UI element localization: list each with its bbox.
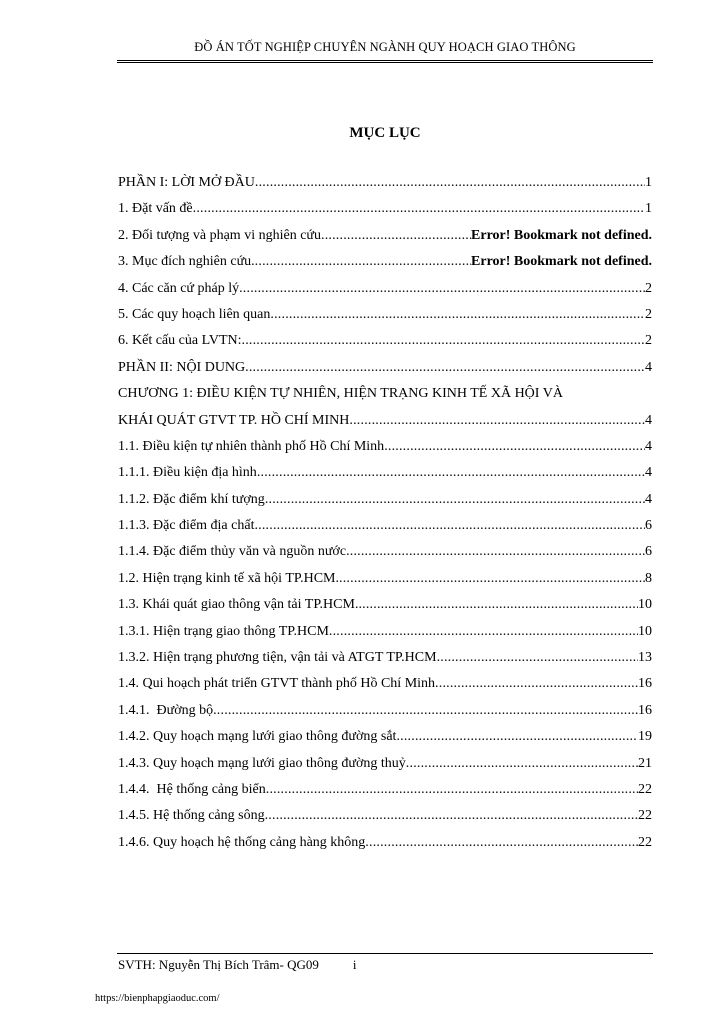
toc-entry[interactable] <box>118 170 652 196</box>
toc-entry-page: 6 <box>645 518 652 534</box>
toc-entry-text: 6. Kết cấu của LVTN: <box>118 333 242 349</box>
toc-entry-text: 1.4.3. Quy hoạch mạng lưới giao thông đường thuỷ <box>118 755 406 771</box>
toc-entry[interactable] <box>118 777 652 803</box>
toc-entry[interactable] <box>118 223 652 249</box>
toc-entry-page: 10 <box>638 597 652 613</box>
footer-divider <box>117 953 653 954</box>
toc-entry-page: 4 <box>645 491 652 507</box>
toc-leader <box>396 724 638 750</box>
toc-leader <box>365 830 638 856</box>
header-divider <box>117 60 653 63</box>
toc-leader <box>265 803 638 829</box>
toc-entry-text: 1. Đặt vấn đề <box>118 201 193 217</box>
toc-entry-page: 6 <box>645 544 652 560</box>
toc-entry[interactable] <box>118 592 652 618</box>
toc-leader <box>384 434 645 460</box>
toc-entry-page: 8 <box>645 570 652 586</box>
toc-entry-page: 4 <box>645 412 652 428</box>
toc-entry[interactable] <box>118 355 652 381</box>
toc-entry[interactable] <box>118 566 652 592</box>
toc-entry-text: PHẦN II: NỘI DUNG <box>118 359 246 375</box>
toc-entry-page: 22 <box>638 834 652 850</box>
toc-entry[interactable] <box>118 803 652 829</box>
toc-entry[interactable] <box>118 460 652 486</box>
toc-entry-page: 4 <box>645 359 652 375</box>
toc-entry-page: 21 <box>638 755 652 771</box>
toc-leader <box>193 196 645 222</box>
toc-entry-page: 1 <box>645 201 652 217</box>
toc-entry[interactable] <box>118 487 652 513</box>
toc-leader <box>329 619 638 645</box>
toc-entry-text: 1.4.6. Quy hoạch hệ thống cảng hàng không <box>118 834 366 850</box>
toc-leader <box>270 302 645 328</box>
toc-leader <box>437 645 638 671</box>
toc-entry[interactable] <box>118 302 652 328</box>
toc-entry-page: 16 <box>638 676 652 692</box>
toc-entry-text: 1.1.2. Đặc điểm khí tượng <box>118 491 265 507</box>
toc-entry[interactable] <box>118 645 652 671</box>
footer-page-number: i <box>352 957 357 972</box>
toc-leader <box>266 777 638 803</box>
toc-entry-text: 1.2. Hiện trạng kinh tế xã hội TP.HCM. <box>118 570 340 586</box>
page-header: ĐỒ ÁN TỐT NGHIỆP CHUYÊN NGÀNH QUY HOẠCH GIAO THÔNG <box>194 40 576 54</box>
toc-leader <box>349 408 645 434</box>
toc-entry-page: Error! Bookmark not defined. <box>471 227 652 243</box>
toc-entry[interactable] <box>118 434 652 460</box>
toc-entry-text: 1.4.2. Quy hoạch mạng lưới giao thông đường sắt <box>118 729 397 745</box>
toc-entry-text: 4. Các căn cứ pháp lý <box>118 280 240 296</box>
toc-leader <box>265 487 645 513</box>
toc-entry-page: 22 <box>638 781 652 797</box>
footer-author: SVTH: Nguyễn Thị Bích Trâm- QG09 <box>118 957 319 972</box>
toc-entry[interactable] <box>118 539 652 565</box>
toc-leader <box>257 460 645 486</box>
toc-entry-text: KHÁI QUÁT GTVT TP. HỒ CHÍ MINH <box>118 412 350 428</box>
toc-entry[interactable] <box>118 751 652 777</box>
toc-entry-text: 3. Mục đích nghiên cứu. <box>118 254 255 270</box>
toc-entry-text: 1.1. Điều kiện tự nhiên thành phố Hồ Chí Minh <box>118 438 385 454</box>
toc-entry[interactable] <box>118 381 652 407</box>
source-url[interactable]: https://bienphapgiaoduc.com/ <box>95 993 220 1004</box>
toc-entry-text: 1.1.4. Đặc điểm thủy văn và nguồn nước <box>118 544 347 560</box>
toc-entry-page: 19 <box>638 729 652 745</box>
toc-entry[interactable] <box>118 698 652 724</box>
toc-entry-page: 22 <box>638 808 652 824</box>
toc-entry-page: 10 <box>638 623 652 639</box>
toc-entry-page: 1 <box>645 175 652 190</box>
toc-entry[interactable] <box>118 830 652 856</box>
toc-leader <box>245 355 645 381</box>
toc-entry[interactable] <box>118 513 652 539</box>
toc-entry-text: CHƯƠNG 1: ĐIỀU KIỆN TỰ NHIÊN, HIỆN TRẠNG KINH TẾ XÃ HỘI VÀ <box>118 386 563 402</box>
toc-entry-page: 13 <box>638 650 652 666</box>
toc-entry-page: 2 <box>645 280 652 296</box>
toc-title: MỤC LỤC <box>349 125 421 141</box>
toc-entry-page: 2 <box>645 333 652 349</box>
toc-entry[interactable] <box>118 328 652 354</box>
toc-leader <box>406 751 638 777</box>
toc-entry-page: 2 <box>645 306 652 322</box>
toc-entry-text: 1.4.5. Hệ thống cảng sông <box>118 808 265 824</box>
toc-entry-text: PHẦN I: LỜI MỞ ĐẦU <box>118 175 255 190</box>
toc-entry-page: 4 <box>645 438 652 454</box>
toc-leader <box>321 223 471 249</box>
toc-entry-text: 5. Các quy hoạch liên quan <box>118 306 271 322</box>
toc-leader <box>339 566 645 592</box>
toc-entry-text: 1.1.1. Điều kiện địa hình <box>118 465 257 481</box>
toc-leader <box>254 513 645 539</box>
table-of-contents <box>118 170 652 856</box>
toc-entry[interactable] <box>118 724 652 750</box>
toc-entry-text: 2. Đối tượng và phạm vi nghiên cứu <box>118 227 321 243</box>
toc-entry-text: 1.1.3. Đặc điểm địa chất <box>118 518 255 534</box>
toc-leader <box>255 170 645 196</box>
toc-entry[interactable] <box>118 196 652 222</box>
toc-entry-text: 1.3.1. Hiện trạng giao thông TP.HCM <box>118 623 329 639</box>
toc-entry-text: 1.3.2. Hiện trạng phương tiện, vận tải và ATGT TP.HCM <box>118 650 437 666</box>
toc-leader <box>255 249 471 275</box>
toc-entry-text: 1.3. Khái quát giao thông vận tải TP.HCM. <box>118 597 359 613</box>
toc-leader <box>239 276 645 302</box>
toc-leader <box>242 328 646 354</box>
toc-leader <box>358 592 638 618</box>
toc-entry-page: Error! Bookmark not defined. <box>471 254 652 270</box>
toc-entry-page: 4 <box>645 465 652 481</box>
toc-entry-text: 1.4.1. Đường bộ <box>118 702 214 718</box>
page-footer <box>118 957 357 973</box>
toc-entry-text: 1.4.4. Hệ thống cảng biển <box>118 781 266 797</box>
toc-entry[interactable] <box>118 619 652 645</box>
toc-leader <box>213 698 638 724</box>
toc-entry[interactable] <box>118 671 652 697</box>
toc-leader <box>435 671 638 697</box>
toc-entry-text: 1.4. Qui hoạch phát triển GTVT thành phố Hồ Chí Minh <box>118 676 436 692</box>
toc-entry[interactable] <box>118 276 652 302</box>
toc-leader <box>346 539 645 565</box>
toc-entry-page: 16 <box>638 702 652 718</box>
toc-entry[interactable] <box>118 408 652 434</box>
toc-entry[interactable] <box>118 249 652 275</box>
